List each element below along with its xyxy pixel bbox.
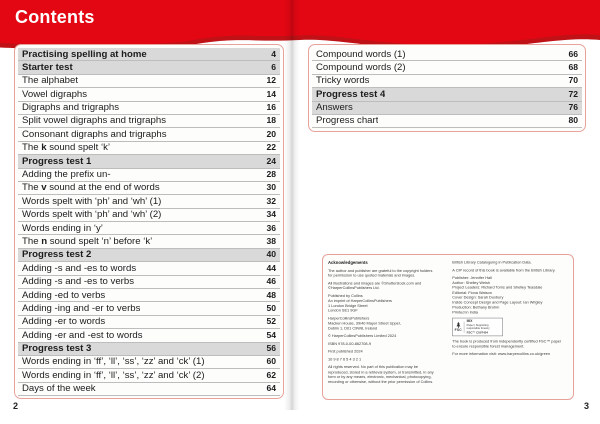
toc-row [18,182,280,195]
toc-entry-page: 6 [271,61,276,72]
toc-row [18,329,280,342]
toc-entry-label: The k sound spelt ‘k’ [22,142,111,154]
toc-row [18,102,280,115]
fsc-desc: Paper | Supporting responsible forestry [466,323,490,330]
toc-entry-page: 52 [266,316,276,327]
toc-entry-label: The alphabet [22,75,79,87]
acknowledgements-paragraph: 10 9 8 7 6 5 4 3 2 1 [328,357,362,362]
page-gutter-shadow [284,0,300,410]
toc-entry-label: Compound words (1) [316,48,406,60]
acknowledgements-paragraph: All rights reserved. No part of this publication may be reproduced, stored in a retrieval system, or transmitted, in any form or by any means, electronic, mechanical, photocopying, recording or otherwise, without the prior permission of Collins. [328,364,434,384]
toc-entry-page: 40 [266,249,276,260]
toc-entry-page: 30 [266,182,276,193]
fsc-tree-icon [455,321,461,328]
toc-entry-label: Digraphs and trigraphs [22,102,120,114]
acknowledgements-right-column [452,260,567,387]
toc-entry-page: 50 [266,302,276,313]
toc-entry-page: 28 [266,169,276,180]
toc-row [18,316,280,329]
toc-entry-label: Days of the week [22,383,96,395]
toc-row [18,195,280,208]
toc-row [18,48,280,61]
toc-entry-page: 44 [266,262,276,273]
more-info-note: For more information visit: www.harpercollins.co.uk/green [452,351,551,357]
toc-entry-label: Practising spelling at home [22,48,147,60]
acknowledgements-paragraph: First published 2024 [328,349,363,354]
acknowledgements-paragraph: The author and publisher are grateful to the copyright holders for permission to use quoted materials and images. [328,268,433,278]
toc-entry-page: 14 [266,88,276,99]
toc-entry-page: 20 [266,128,276,139]
toc-row [18,209,280,222]
acknowledgements-paragraph: Publisher: Jennifer Hall Author: Shelley Welsh Project Leaders: Richard Toms and Shelley Teasdale Editorial: Fiona Watson Cover Design: Sarah Duxbury Inside Concept Design and Page Layout: Ian Wrigley Production: Bethany Brohm Printed in India [452,275,543,315]
acknowledgements-paragraph: A CIP record of this book is available from the British Library. [452,267,556,272]
toc-entry-page: 46 [266,276,276,287]
toc-entry-label: Adding -er to words [22,316,106,328]
toc-entry-page: 68 [568,61,578,72]
toc-entry-label: The n sound spelt ‘n’ before ‘k’ [22,235,153,247]
page-number-right: 3 [583,401,589,411]
toc-entry-page: 66 [568,48,578,59]
toc-entry-label: Words ending in ‘ff’, ‘ll’, ‘ss’, ‘zz’ and ‘ck’ (1) [22,356,205,368]
toc-entry-label: Progress chart [316,115,379,127]
toc-entry-page: 60 [266,356,276,367]
toc-entry-page: 80 [568,115,578,126]
toc-row [312,75,582,88]
toc-entry-label: Progress test 2 [22,249,92,261]
fsc-mix-label: MIX [466,319,473,323]
toc-entry-page: 24 [266,155,276,166]
toc-entry-label: Adding -ed to verbs [22,289,106,301]
toc-entry-page: 76 [568,102,578,113]
toc-row [18,276,280,289]
toc-entry-label: Split vowel digraphs and trigraphs [22,115,166,127]
toc-entry-page: 38 [266,235,276,246]
toc-entry-page: 22 [266,142,276,153]
acknowledgements-box [322,254,574,400]
acknowledgements-paragraph: All illustrations and images are ©Shutterstock.com and ©HarperCollinsPublishers Ltd. [328,280,422,291]
toc-list-right [308,44,586,132]
acknowledgements-paragraph: British Library Cataloguing in Publication Data. [452,260,532,265]
toc-entry-label: Adding -ing and -er to verbs [22,302,141,314]
toc-entry-page: 32 [266,195,276,206]
toc-entry-label: Compound words (2) [316,61,406,73]
toc-row [18,75,280,88]
toc-row [18,249,280,262]
toc-row [18,235,280,248]
toc-entry-page: 18 [266,115,276,126]
toc-row [18,356,280,369]
toc-row [312,48,582,61]
toc-row [18,169,280,182]
page-title: Contents [15,7,95,27]
toc-row [18,155,280,168]
toc-row [312,102,582,115]
toc-row [18,61,280,74]
acknowledgements-left-column [328,260,443,387]
toc-entry-page: 12 [266,75,276,86]
toc-entry-label: Progress test 1 [22,155,92,167]
toc-entry-page: 48 [266,289,276,300]
toc-entry-page: 64 [266,383,276,394]
toc-row [18,343,280,356]
toc-row [312,115,582,128]
acknowledgements-paragraph: © HarperCollinsPublishers Limited 2024 [328,333,397,339]
toc-row [18,369,280,382]
toc-entry-label: Adding -s and -es to words [22,262,137,274]
acknowledgements-paragraph: ISBN 978-0-00-862708-9 [328,341,372,346]
toc-entry-label: Progress test 3 [22,343,92,355]
toc-row [18,128,280,141]
toc-list-left [14,44,284,399]
toc-entry-label: Adding -s and -es to verbs [22,276,134,288]
toc-entry-page: 36 [266,222,276,233]
toc-row [18,289,280,302]
fsc-cert-code: FSC™ C007454 [466,330,488,335]
fsc-acronym: FSC [454,328,462,332]
toc-entry-page: 16 [266,102,276,113]
acknowledgements-heading: Acknowledgements [328,260,368,265]
toc-row [18,222,280,235]
toc-row [312,88,582,101]
acknowledgements-paragraph: HarperCollinsPublishers Macken House, 39/40 Mayor Street Upper, Dublin 1, D01 C9W8, Ireland [328,316,401,331]
toc-entry-label: Answers [316,102,353,114]
toc-row [18,142,280,155]
toc-entry-page: 4 [271,48,276,59]
toc-row [18,115,280,128]
toc-entry-label: Words ending in ‘ff’, ‘ll’, ‘ss’, ‘zz’ and ‘ck’ (2) [22,369,205,381]
toc-row [18,262,280,275]
toc-row [312,61,582,74]
toc-entry-label: Consonant digraphs and trigraphs [22,128,167,140]
toc-entry-label: Starter test [22,61,73,73]
toc-row [18,302,280,315]
toc-row [18,383,280,396]
toc-entry-page: 54 [266,329,276,340]
page-number-left: 2 [13,401,19,411]
toc-entry-label: Adding the prefix un- [22,169,111,181]
acknowledgements-paragraph: Published by Collins An imprint of HarperCollinsPublishers 1 London Bridge Street London SE1 9GF [328,293,392,313]
toc-entry-page: 72 [568,88,578,99]
toc-entry-label: Words spelt with ‘ph’ and ‘wh’ (2) [22,209,162,221]
toc-entry-label: Vowel digraphs [22,88,88,100]
toc-entry-label: Adding -er and -est to words [22,329,143,341]
toc-entry-page: 34 [266,209,276,220]
fsc-logo [452,318,503,337]
toc-entry-page: 56 [266,343,276,354]
fsc-note: The book is produced from independently certified FSC™ paper to ensure responsible forest management. [452,339,562,349]
toc-row [18,88,280,101]
toc-entry-label: Words ending in ‘y’ [22,222,103,234]
toc-entry-label: Tricky words [316,75,370,87]
toc-entry-page: 62 [266,369,276,380]
toc-entry-label: Words spelt with ‘ph’ and ‘wh’ (1) [22,195,162,207]
toc-entry-label: Progress test 4 [316,88,386,100]
toc-entry-page: 70 [568,75,578,86]
toc-entry-label: The v sound at the end of words [22,182,160,194]
